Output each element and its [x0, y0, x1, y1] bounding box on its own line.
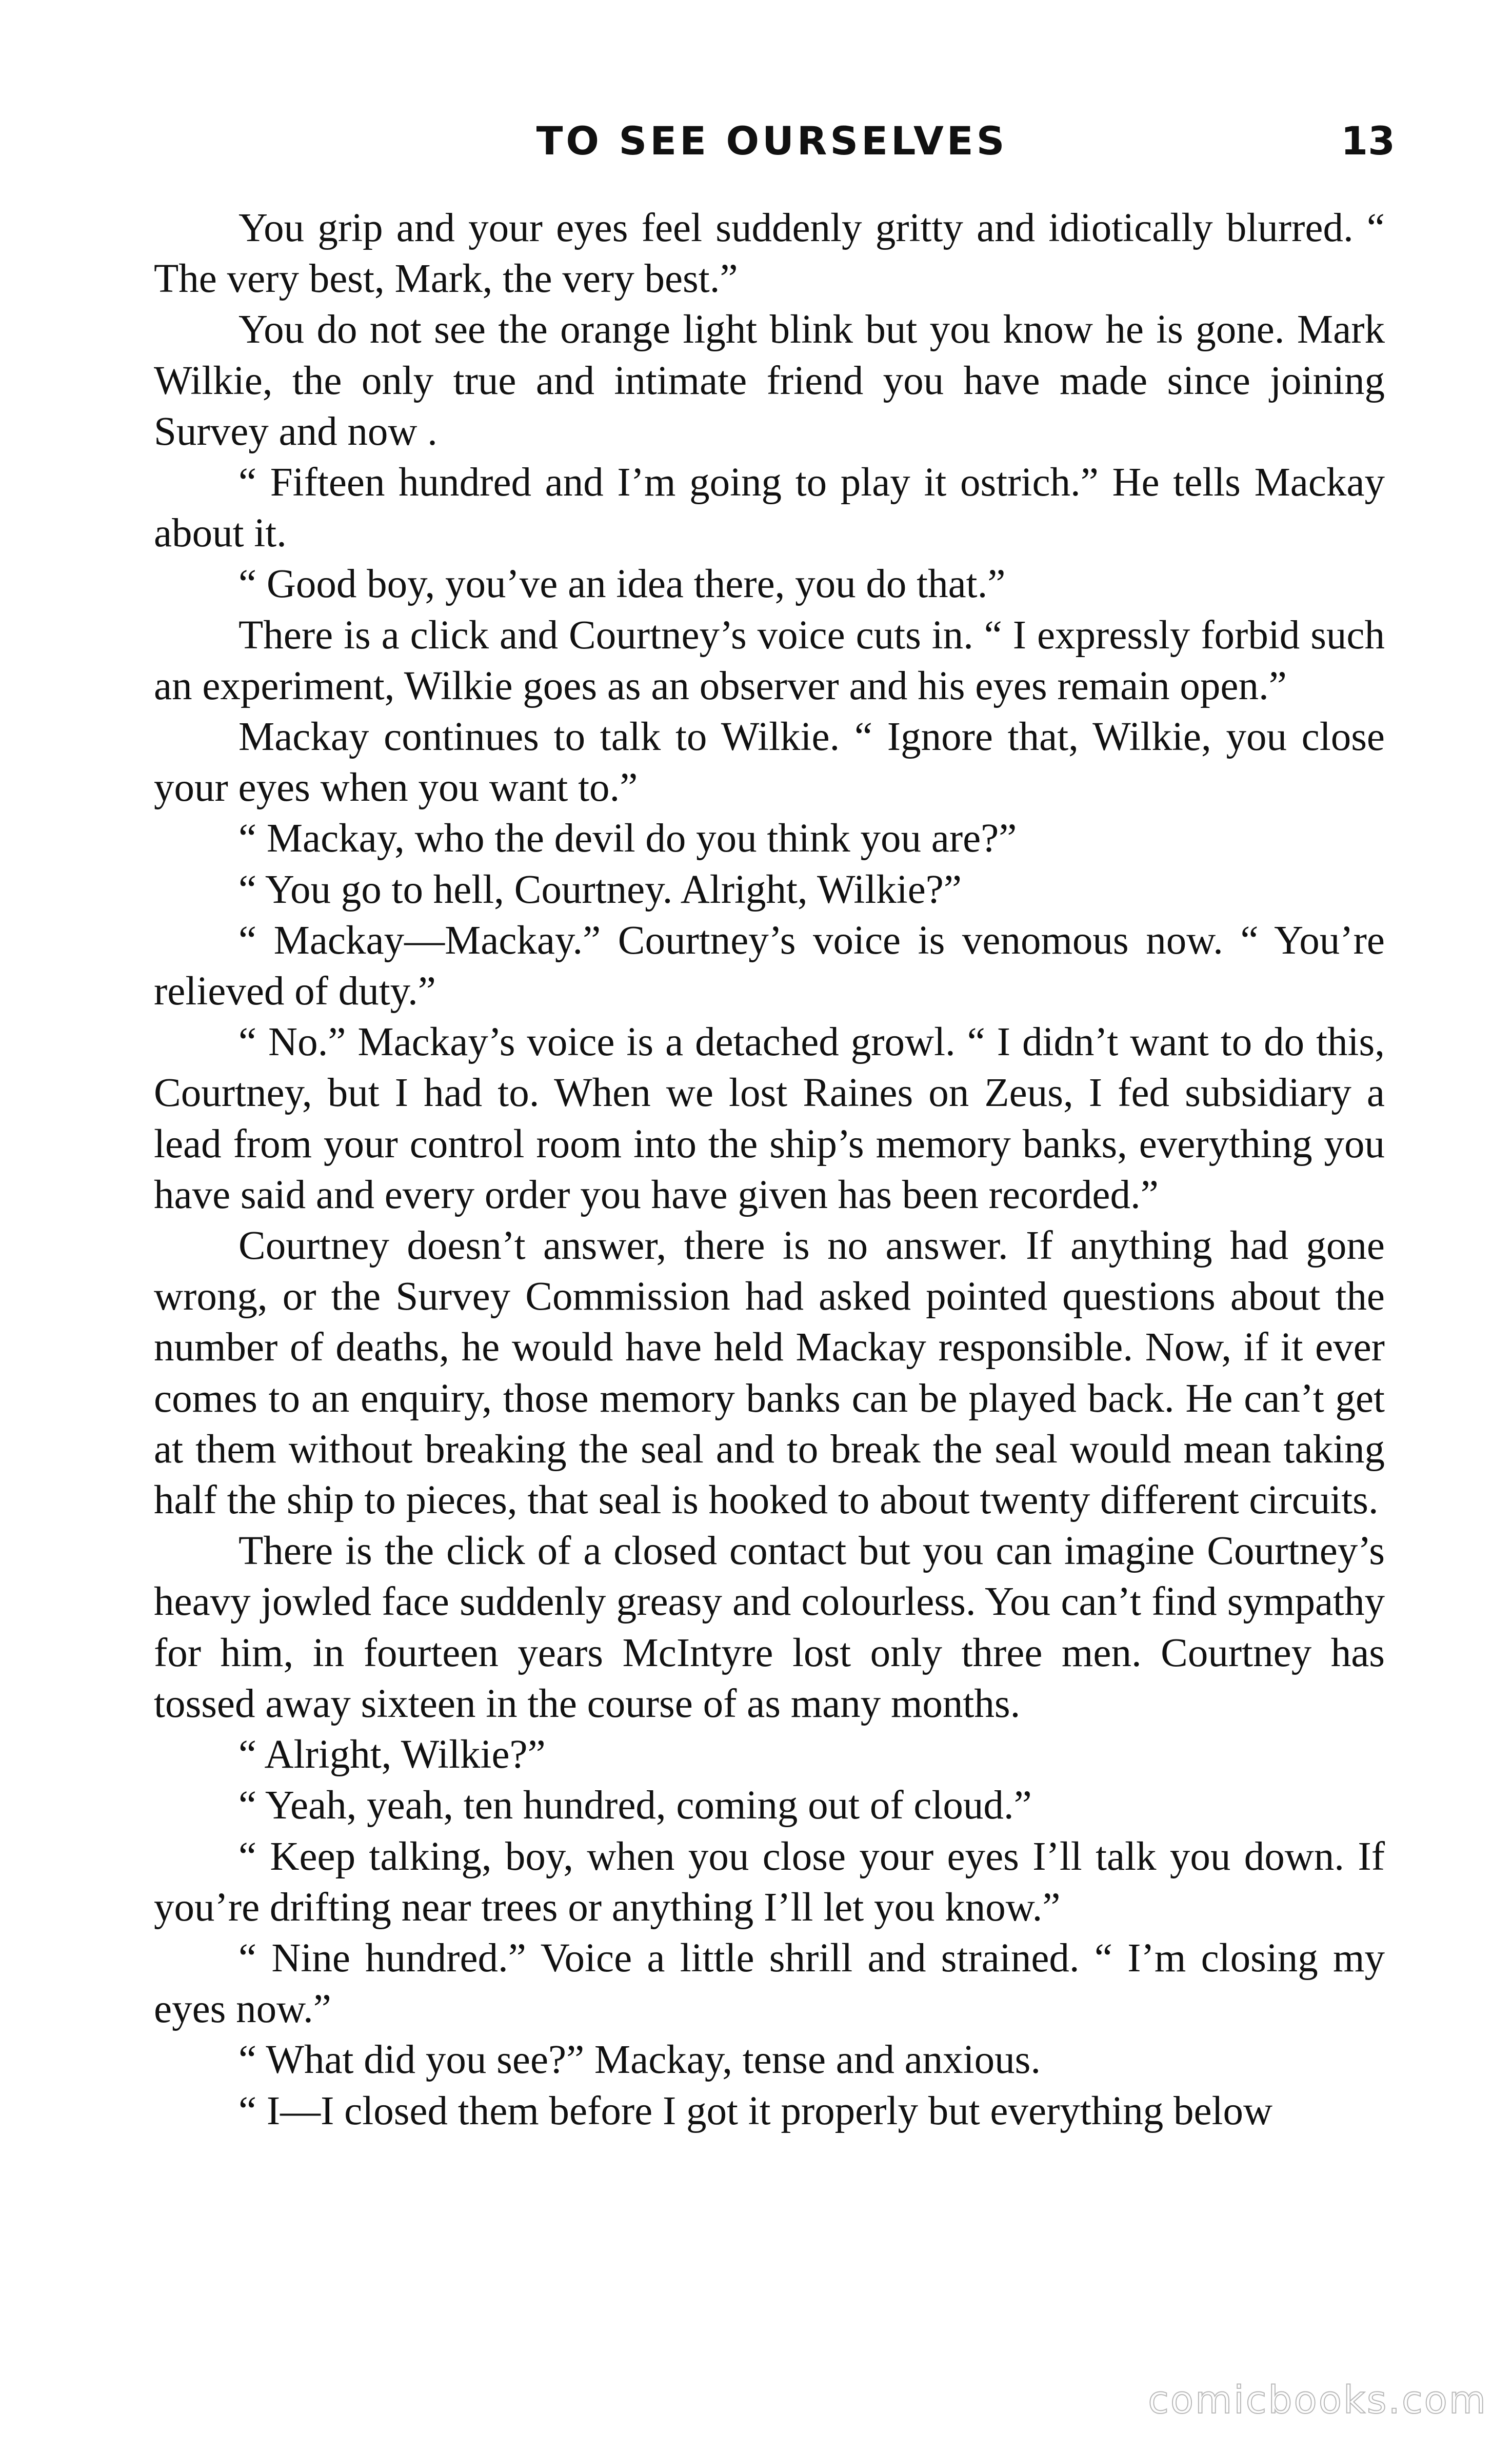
- paragraph: You grip and your eyes feel suddenly gritty and idiotically blurred. “ The very best, Mark, the very best.”: [154, 206, 1385, 302]
- paragraph: “ Keep talking, boy, when you close your eyes I’ll talk you down. If you’re drifting near trees or anything I’ll let you know.”: [154, 1834, 1385, 1930]
- paragraph: “ Good boy, you’ve an idea there, you do that.”: [238, 562, 1006, 607]
- paragraph: “ You go to hell, Courtney. Alright, Wilkie?”: [238, 867, 962, 912]
- page-number: 13: [1341, 118, 1395, 164]
- paragraph: Courtney doesn’t answer, there is no answer. If anything had gone wrong, or the Survey Commission had asked pointed questions about the number of deaths, he would have held Mackay responsible. Now, if it ever comes to an enquiry, those memory banks can be played back. He can’t get at them without breaking the seal and to break the seal would mean taking half the ship to pieces, that seal is hooked to about twenty different circuits.: [154, 1223, 1385, 1523]
- paragraph: “ No.” Mackay’s voice is a detached growl. “ I didn’t want to do this, Courtney, but I had to. When we lost Raines on Zeus, I fed subsidiary a lead from your control room into the ship’s memory banks, everything you have said and every order you have given has been recorded.”: [154, 1020, 1385, 1217]
- running-title: TO SEE OURSELVES: [536, 118, 1008, 164]
- paragraph: “ I—I closed them before I got it properly but everything below: [238, 2088, 1273, 2133]
- paragraph: Mackay continues to talk to Wilkie. “ Ignore that, Wilkie, you close your eyes when you want to.”: [154, 715, 1385, 810]
- paragraph: “ Fifteen hundred and I’m going to play it ostrich.” He tells Mackay about it.: [154, 460, 1385, 556]
- watermark: comicbooks.com: [1148, 2378, 1487, 2422]
- paragraph: You do not see the orange light blink but you know he is gone. Mark Wilkie, the only true and intimate friend you have made since joining Survey and now .: [154, 307, 1385, 454]
- paragraph: There is a click and Courtney’s voice cuts in. “ I expressly forbid such an experiment, Wilkie goes as an observer and his eyes remain open.”: [154, 612, 1385, 708]
- paragraph: “ Alright, Wilkie?”: [238, 1732, 546, 1777]
- running-head: [149, 114, 1395, 170]
- paragraph: “ Yeah, yeah, ten hundred, coming out of cloud.”: [238, 1783, 1032, 1828]
- body-text: [154, 203, 1385, 2137]
- paragraph: “ Nine hundred.” Voice a little shrill and strained. “ I’m closing my eyes now.”: [154, 1935, 1385, 2032]
- paragraph: “ Mackay, who the devil do you think you are?”: [238, 816, 1017, 861]
- paragraph: “ What did you see?” Mackay, tense and anxious.: [238, 2037, 1041, 2083]
- paragraph: “ Mackay—Mackay.” Courtney’s voice is venomous now. “ You’re relieved of duty.”: [154, 918, 1385, 1014]
- paragraph: There is the click of a closed contact but you can imagine Courtney’s heavy jowled face suddenly greasy and colourless. You can’t find sympathy for him, in fourteen years McIntyre lost only three men. Courtney has tossed away sixteen in the course of as many months.: [154, 1529, 1385, 1726]
